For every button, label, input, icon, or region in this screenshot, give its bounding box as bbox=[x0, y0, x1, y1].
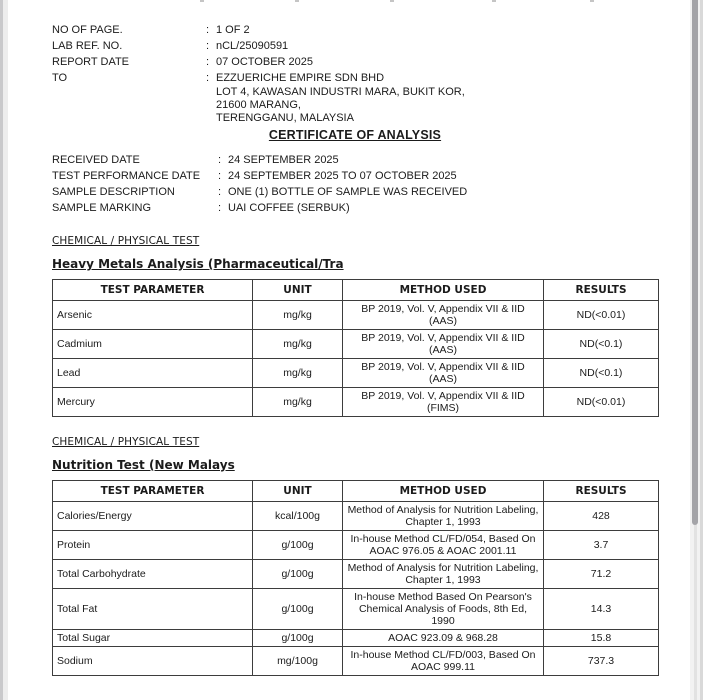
field-row bbox=[52, 22, 658, 38]
result-cell: 14.3 bbox=[544, 589, 659, 630]
clipped-glyph-remnant bbox=[492, 0, 496, 2]
field-value-line: 07 OCTOBER 2025 bbox=[216, 56, 314, 68]
table-row bbox=[53, 630, 659, 647]
field-value bbox=[228, 184, 658, 200]
field-row bbox=[52, 168, 658, 184]
field-value bbox=[216, 54, 658, 70]
table-row bbox=[53, 531, 659, 560]
result-cell: ND(<0.1) bbox=[544, 359, 659, 388]
parameter-cell: Protein bbox=[53, 531, 253, 560]
clipped-glyph-remnant bbox=[390, 0, 394, 2]
method-cell: In-house Method CL/FD/054, Based On AOAC 976.05 & AOAC 2001.11 bbox=[343, 531, 544, 560]
field-value-line: 24 SEPTEMBER 2025 TO 07 OCTOBER 2025 bbox=[228, 170, 457, 182]
field-value bbox=[228, 152, 658, 168]
unit-cell: mg/kg bbox=[253, 330, 343, 359]
parameter-cell: Total Fat bbox=[53, 589, 253, 630]
unit-cell: g/100g bbox=[253, 589, 343, 630]
column-header: RESULTS bbox=[544, 280, 659, 301]
field-label: REPORT DATE bbox=[52, 56, 130, 68]
table-row bbox=[53, 647, 659, 676]
table-row bbox=[53, 330, 659, 359]
method-cell: In-house Method Based On Pearson's Chemical Analysis of Foods, 8th Ed, 1990 bbox=[343, 589, 544, 630]
scrollbar-thumb[interactable] bbox=[692, 0, 698, 525]
field-label: TO bbox=[52, 72, 68, 84]
unit-cell: mg/kg bbox=[253, 301, 343, 330]
field-label: SAMPLE DESCRIPTION bbox=[52, 186, 175, 198]
parameter-cell: Total Carbohydrate bbox=[53, 560, 253, 589]
method-cell: BP 2019, Vol. V, Appendix VII & IID (AAS) bbox=[343, 359, 544, 388]
test-section bbox=[52, 435, 658, 676]
table-row bbox=[53, 388, 659, 417]
field-label: NO OF PAGE. bbox=[52, 24, 123, 36]
result-cell: ND(<0.01) bbox=[544, 301, 659, 330]
field-value-line: EZZUERICHE EMPIRE SDN BHD bbox=[216, 72, 385, 84]
field-value-line: 1 OF 2 bbox=[216, 24, 250, 36]
method-cell: BP 2019, Vol. V, Appendix VII & IID (FIMS) bbox=[343, 388, 544, 417]
result-cell: 428 bbox=[544, 502, 659, 531]
field-row bbox=[52, 152, 658, 168]
field-label: TEST PERFORMANCE DATE bbox=[52, 170, 201, 182]
section-heading: Nutrition Test (New Malays bbox=[52, 458, 235, 472]
column-header: UNIT bbox=[253, 280, 343, 301]
result-cell: 3.7 bbox=[544, 531, 659, 560]
field-separator: : bbox=[218, 202, 222, 214]
unit-cell: mg/kg bbox=[253, 359, 343, 388]
field-value-line: ONE (1) BOTTLE OF SAMPLE WAS RECEIVED bbox=[228, 186, 468, 198]
field-label: SAMPLE MARKING bbox=[52, 202, 152, 214]
report-header-fields bbox=[52, 22, 658, 125]
method-cell: In-house Method CL/FD/003, Based On AOAC 999.11 bbox=[343, 647, 544, 676]
table-row bbox=[53, 589, 659, 630]
clipped-glyph-remnant bbox=[590, 0, 594, 2]
document-page bbox=[8, 0, 690, 700]
section-heading: Heavy Metals Analysis (Pharmaceutical/Tra bbox=[52, 257, 344, 271]
field-value-line: nCL/25090591 bbox=[216, 40, 289, 52]
section-label: CHEMICAL / PHYSICAL TEST bbox=[52, 235, 200, 247]
certificate-title: CERTIFICATE OF ANALYSIS bbox=[268, 128, 442, 142]
unit-cell: kcal/100g bbox=[253, 502, 343, 531]
field-value bbox=[228, 168, 658, 184]
clipped-glyph-remnant bbox=[295, 0, 299, 2]
result-cell: ND(<0.01) bbox=[544, 388, 659, 417]
method-cell: BP 2019, Vol. V, Appendix VII & IID (AAS) bbox=[343, 301, 544, 330]
column-header: RESULTS bbox=[544, 481, 659, 502]
field-value-line: UAI COFFEE (SERBUK) bbox=[228, 202, 350, 214]
field-row bbox=[52, 70, 658, 125]
field-separator: : bbox=[206, 56, 210, 68]
field-value bbox=[216, 70, 658, 125]
unit-cell: g/100g bbox=[253, 560, 343, 589]
method-cell: BP 2019, Vol. V, Appendix VII & IID (AAS) bbox=[343, 330, 544, 359]
unit-cell: mg/100g bbox=[253, 647, 343, 676]
result-cell: 737.3 bbox=[544, 647, 659, 676]
result-cell: 15.8 bbox=[544, 630, 659, 647]
field-value-line: LOT 4, KAWASAN INDUSTRI MARA, BUKIT KOR, bbox=[216, 86, 465, 98]
result-cell: ND(<0.1) bbox=[544, 330, 659, 359]
field-separator: : bbox=[206, 72, 210, 84]
method-cell: Method of Analysis for Nutrition Labeling, Chapter 1, 1993 bbox=[343, 502, 544, 531]
field-separator: : bbox=[206, 24, 210, 36]
sample-info-fields bbox=[52, 152, 658, 216]
field-row bbox=[52, 54, 658, 70]
field-row bbox=[52, 200, 658, 216]
unit-cell: mg/kg bbox=[253, 388, 343, 417]
field-row bbox=[52, 38, 658, 54]
table-row bbox=[53, 502, 659, 531]
test-sections bbox=[52, 234, 658, 676]
field-value-line: 24 SEPTEMBER 2025 bbox=[228, 154, 339, 166]
column-header: TEST PARAMETER bbox=[53, 280, 253, 301]
field-row bbox=[52, 184, 658, 200]
column-header: TEST PARAMETER bbox=[53, 481, 253, 502]
table-row bbox=[53, 560, 659, 589]
result-cell: 71.2 bbox=[544, 560, 659, 589]
scrollbar-track-line bbox=[694, 525, 697, 700]
clipped-glyph-remnant bbox=[200, 0, 204, 2]
field-label: LAB REF. NO. bbox=[52, 40, 123, 52]
results-table bbox=[52, 480, 659, 676]
parameter-cell: Total Sugar bbox=[53, 630, 253, 647]
method-cell: AOAC 923.09 & 968.28 bbox=[343, 630, 544, 647]
parameter-cell: Sodium bbox=[53, 647, 253, 676]
column-header: METHOD USED bbox=[343, 280, 544, 301]
parameter-cell: Arsenic bbox=[53, 301, 253, 330]
field-value bbox=[228, 200, 658, 216]
field-separator: : bbox=[218, 154, 222, 166]
table-header-row bbox=[53, 280, 659, 301]
method-cell: Method of Analysis for Nutrition Labeling, Chapter 1, 1993 bbox=[343, 560, 544, 589]
document-content bbox=[52, 22, 658, 676]
field-separator: : bbox=[206, 40, 210, 52]
parameter-cell: Cadmium bbox=[53, 330, 253, 359]
field-value-line: TERENGGANU, MALAYSIA bbox=[216, 112, 354, 124]
parameter-cell: Mercury bbox=[53, 388, 253, 417]
field-value-line: 21600 MARANG, bbox=[216, 99, 301, 111]
column-header: UNIT bbox=[253, 481, 343, 502]
field-label: RECEIVED DATE bbox=[52, 154, 140, 166]
parameter-cell: Lead bbox=[53, 359, 253, 388]
field-separator: : bbox=[218, 170, 222, 182]
results-table bbox=[52, 279, 659, 417]
field-value bbox=[216, 22, 658, 38]
section-label: CHEMICAL / PHYSICAL TEST bbox=[52, 436, 200, 448]
column-header: METHOD USED bbox=[343, 481, 544, 502]
field-separator: : bbox=[218, 186, 222, 198]
parameter-cell: Calories/Energy bbox=[53, 502, 253, 531]
table-header-row bbox=[53, 481, 659, 502]
test-section bbox=[52, 234, 658, 417]
field-value bbox=[216, 38, 658, 54]
table-row bbox=[53, 301, 659, 330]
table-row bbox=[53, 359, 659, 388]
unit-cell: g/100g bbox=[253, 630, 343, 647]
unit-cell: g/100g bbox=[253, 531, 343, 560]
